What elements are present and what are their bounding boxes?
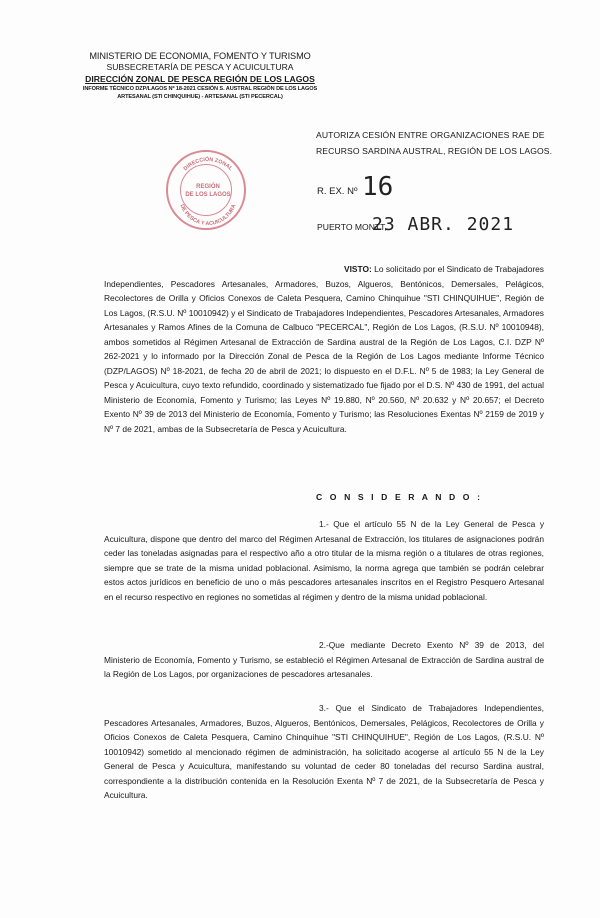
resolution-subject (316, 127, 556, 159)
considerando-heading: C O N S I D E R A N D O : (316, 492, 483, 502)
resolution-date: 23 ABR. 2021 (372, 214, 515, 235)
seal-ring-top: DIRECCIÓN ZONAL (182, 156, 234, 173)
visto-paragraph (104, 262, 544, 436)
resolution-place: PUERTO MONTT, (317, 222, 387, 232)
visto-text: Lo solicitado por el Sindicato de Trabajadores Independientes, Pescadores Artesanales, Armadores, Buzos, Algueros, Bentónicos, Demersales, Pelágicos, Recolectores de Orilla y Oficios Conexos de Caleta Pesquera, Camino Chinquihue "STI CHINQUIHUE", Región de Los Lagos, (R.S.U. Nº 10010942) y el Sindicato de Trabajadores Independientes, Pescadores Artesanales, Armadores Artesanales y Ramos Afines de la Comuna de Calbuco "PECERCAL", Región de Los Lagos, (R.S.U. Nº 10010948), ambos sometidos al Régimen Artesanal de Extracción de Sardina austral de la Región de Los Lagos, C.I. DZP Nº 262-2021 y lo informado por la Dirección Zonal de Pesca de la Región de Los Lagos mediante Informe Técnico (DZP/LAGOS) Nº 18-2021, de fecha 20 de abril de 2021; lo dispuesto en el D.F.L. Nº 5 de 1983; la Ley General de Pesca y Acuicultura, cuyo texto refundido, coordinado y sistematizado fue fijado por el D.S. Nº 430 de 1991, del actual Ministerio de Economía, Fomento y Turismo; las Leyes Nº 19.880, Nº 20.560, Nº 20.632 y Nº 20.657; el Decreto Exento Nº 39 de 2013 del Ministerio de Economía, Fomento y Turismo; las Resoluciones Exentas Nº 2159 de 2019 y Nº 7 de 2021, ambas de la Subsecretaría de Pesca y Acuicultura. (104, 264, 544, 434)
paragraph-1-lead: 1.- Que el artículo 55 N de la Ley General de (319, 519, 508, 529)
considerando-paragraph-3 (104, 701, 544, 803)
paragraph-1-text: Pesca y Acuicultura, dispone que dentro del marco del Régimen Artesanal de Extracción, los titulares de asignaciones podrán ceder las toneladas asignadas para el respectivo año a otro titular de la misma región o a titulares de otras regiones, siempre que se trate de la misma unidad poblacional. Asimismo, la norma agrega que también se podrán celebrar estos actos jurídicos en beneficio de uno o más pescadores artesanales inscritos en el Registro Pesquero Artesanal en el recurso respectivo en regiones no sometidas al régimen y dentro de la misma unidad poblacional. (104, 519, 545, 602)
resolution-label: R. EX. Nº (317, 186, 358, 197)
subsecretaria-name: SUBSECRETARÍA DE PESCA Y ACUICULTURA (106, 62, 294, 72)
considerando-paragraph-2 (104, 638, 544, 682)
informe-reference-line1: INFORME TÉCNICO DZP/LAGOS Nº 18-2021 CESIÓN S. AUSTRAL REGIÓN DE LOS LAGOS (82, 86, 318, 92)
direccion-zonal-name: DIRECCIÓN ZONAL DE PESCA REGIÓN DE LOS LAGOS (85, 74, 315, 84)
considerando-paragraph-1 (104, 517, 544, 604)
seal-ring-bottom: DE PESCA Y ACUICULTURA (178, 203, 238, 228)
official-seal (166, 150, 246, 230)
subject-line2: RECURSO SARDINA AUSTRAL, REGIÓN DE LOS LAGOS. (316, 146, 553, 156)
resolution-number: 16 (362, 172, 394, 202)
seal-center-bottom: DE LOS LAGOS (185, 192, 231, 198)
informe-reference-line2: ARTESANAL (STI CHINQUIHUE) - ARTESANAL (STI PECERCAL) (117, 94, 283, 100)
paragraph-3-text: Independientes, Pescadores Artesanales, Armadores, Buzos, Algueros, Bentónicos, Demersales, Pelágicos, Recolectores de Orilla y Oficios Conexos de Caleta Pesquera, Camino Chinquihue "STI CHINQUIHUE", Región de Los Lagos, (R.S.U. Nº 10010942) sometido al mencionado régimen de administración, ha solicitado acogerse al artículo 55 N de la Ley General de Pesca y Acuicultura, manifestando su voluntad de ceder 80 toneladas del recurso Sardina austral, correspondiente a la distribución contenida en la Resolución Exenta Nº 7 de 2021, de la Subsecretaría de Pesca y Acuicultura. (104, 703, 544, 800)
subject-line1: AUTORIZA CESIÓN ENTRE ORGANIZACIONES RAE DE (316, 130, 545, 140)
seal-inner-ring (180, 164, 232, 216)
paragraph-2-lead: 2.-Que mediante Decreto Exento Nº 39 de 2013, (319, 640, 527, 650)
paragraph-3-lead: 3.- Que el Sindicato de Trabajadores (319, 703, 478, 713)
seal-center-top: REGIÓN (196, 184, 220, 190)
ministry-name: MINISTERIO DE ECONOMIA, FOMENTO Y TURISMO (89, 51, 311, 61)
visto-keyword: VISTO: (344, 264, 372, 274)
letterhead (60, 50, 340, 101)
paragraph-2-text: del Ministerio de Economía, Fomento y Turismo, se estableció el Régimen Artesanal de Extracción de Sardina austral de la Región de Los Lagos, por organizaciones de pescadores artesanales. (104, 640, 544, 679)
